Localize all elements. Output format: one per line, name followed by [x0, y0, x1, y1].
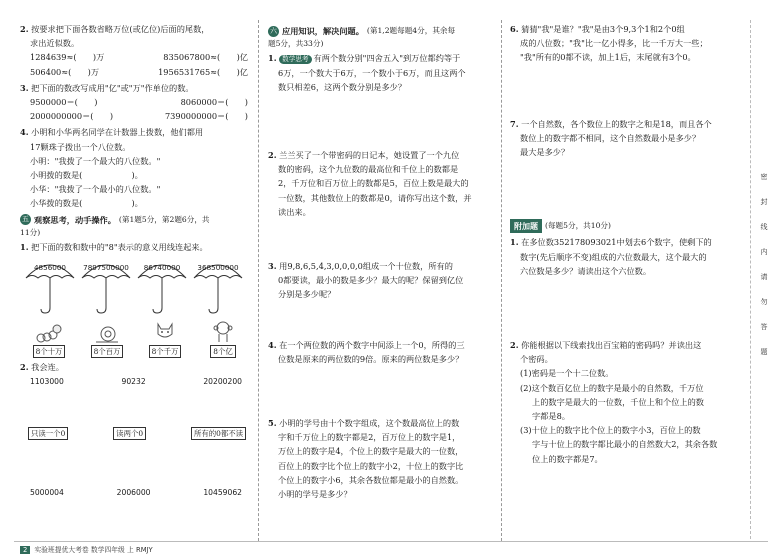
app-question-3: 3. 用9,8,6,5,4,3,0,0,0,0组成一个十位数，所有的 0都要读，最小的数是多少？最大的呢？保留到亿位 分别是多少呢？	[268, 261, 464, 300]
question-5-1: 1. 把下面的数和数中的"8"表示的意义用线连起来。 4856000 7897500000 86740000 368500000 8个十万 8个百万 8个千万 8个亿	[20, 240, 248, 358]
q3-row-2	[20, 109, 248, 123]
blank-field[interactable]: 835067800≈( )亿	[163, 52, 248, 63]
q3-row-1	[20, 95, 248, 109]
app-question-6: 6. 猜猜"我"是谁？"我"是由3个9,3个1和2个0组 成的八位数；"我"比一亿小得多，比一千万大一些； "我"所有的0都不读，加上1后，末尾就有3个0。	[510, 24, 708, 63]
blank-field[interactable]: 小明拨的数是( )。	[30, 170, 143, 181]
umbrella-row	[24, 258, 244, 316]
snail-icon	[94, 322, 120, 344]
animal-row	[28, 320, 244, 358]
seal-line-text: 密 封 线 内 请 勿 答 题	[760, 173, 768, 356]
extra-section-header: 附加题 (每题5分，共10分)	[510, 219, 742, 233]
tag-badge: 数学思考	[279, 55, 311, 64]
section-5-header: 五 观察思考，动手操作。 (第1题5分，第2题6分，共	[22, 214, 210, 225]
number-item[interactable]: 1103000	[30, 376, 64, 386]
umbrella[interactable]: 86740000	[136, 258, 188, 316]
rule-box[interactable]: 读两个0	[113, 427, 146, 440]
caterpillar-icon	[36, 322, 62, 344]
column-2: 六 应用知识，解决问题。 (第1,2题每题4分，其余每 题5分，共33分) 1. 数学思考 有两个数分别"四舍五入"到万位都约等于 6万，一个数大于6万，一个数小于6万，而且这两个 数只相差6，这两个数分别是多少？ 2. 兰兰买了一个带密码的日记本，她设置了一个九位 数的密码，这个九位数的最高位和千位上的数都是 2，千万位和百万位上的数都是5，百位上数是最大的 一位数，其他数位上的数都是0，请你写出这个数，并 读出来。 3. 用9,8,6,5,4,3,0,0,0,0组成一个十位数，所有的 0都要读，最小的数是多少？最大的呢？保留到亿位 分别是多少呢？ 4. 在一个两位数的两个数字中间添上一个0，所得的三 位数是原来的两位数的9倍。原来的两位数是多少？ 5. 小明的学号由十个数字组成，这个数最高位上的数 字和千万位上的数字都是2，百万位上的数字是1， 万位上的数字是4，个位上的数字是最大的一位数， 百位上的数字比个位上的数字小2，十位上的数字比 个位上的数字小6，其余各数位都是最小的自然数。 小明的学号是多少？	[268, 22, 494, 503]
animal-card[interactable]: 8个百万	[86, 320, 128, 358]
animal-card[interactable]: 8个亿	[202, 320, 244, 358]
blank-field[interactable]: 1284639≈( )万	[30, 52, 105, 63]
extra-badge: 附加题	[510, 219, 542, 233]
footer	[20, 544, 153, 554]
number-item[interactable]: 5000004	[30, 487, 64, 497]
number-item[interactable]: 10459062	[203, 487, 242, 497]
bottom-numbers	[20, 486, 248, 500]
app-question-7: 7. 一个自然数，各个数位上的数字之和是18，而且各个 数位上的数字都不相同，这个自然数最小是多少？ 最大是多少？	[510, 118, 712, 158]
blank-field[interactable]: 小华拨的数是( )。	[30, 198, 143, 209]
column-divider	[258, 20, 259, 541]
app-question-4: 4. 在一个两位数的两个数字中间添上一个0，所得的三 位数是原来的两位数的9倍。原来的两位数是多少？	[268, 339, 465, 364]
question-3: 3. 把下面的数改写成用"亿"或"万"作单位的数。 9500000＝( ) 8060000＝( ) 2000000000＝( ) 7390000000＝( )	[20, 81, 248, 124]
extra-question-2: 2. 你能根据以下线索找出百宝箱的密码吗？并读出这 个密码。 (1)密码是一个十二位数。 (2)这个数百亿位上的数字是最小的自然数，千万位 上的数字是最大的一位数，千位上和个位上的数 字都是8。 (3)十位上的数字比个位上的数字小3，百位上的数 字与十位上的数字都比最小的自然数大2，其余各数 位上的数字都是7。	[510, 340, 718, 464]
animal-card[interactable]: 8个千万	[144, 320, 186, 358]
app-question-5: 5. 小明的学号由十个数字组成，这个数最高位上的数 字和千万位上的数字都是2，百万位上的数字是1， 万位上的数字是4，个位上的数字是最大的一位数， 百位上的数字比个位上的数字小2，十位上的数字比 个位上的数字小6，其余各数位都是最小的自然数。 小明的学号是多少？	[268, 418, 464, 500]
app-question-2: 2. 兰兰买了一个带密码的日记本，她设置了一个九位 数的密码，这个九位数的最高位和千位上的数都是 2，千万位和百万位上的数都是5，百位上数是最大的 一位数，其他数位上的数都是0，请你写出这个数，并 读出来。	[268, 150, 472, 217]
blank-field[interactable]: 506400≈( )万	[30, 66, 100, 77]
page-number: 2	[20, 546, 30, 554]
cat-icon	[152, 320, 178, 344]
column-3	[510, 22, 742, 468]
number-item[interactable]: 20200200	[203, 376, 242, 386]
umbrella[interactable]: 368500000	[192, 258, 244, 316]
blank-field[interactable]: 8060000＝( )	[180, 97, 248, 108]
blank-field[interactable]: 2000000000＝( )	[30, 111, 114, 122]
section-6-header: 六 应用知识，解决问题。 (第1,2题每题4分，其余每	[270, 26, 456, 36]
top-numbers	[20, 375, 248, 389]
extra-question-1: 1. 在多位数352178093021中划去6个数字，使剩下的 数字(先后顺序不变)组成的六位数最大，这个最大的 六位数是多少？请读出这个六位数。	[510, 237, 712, 276]
q2-row-1	[20, 50, 248, 64]
seal-line	[750, 20, 751, 539]
footer-text: 实验班提优大考卷 数学四年级 上 RMJY	[34, 546, 153, 554]
column-1: 2. 按要求把下面各数省略万位(或亿位)后面的尾数， 求出近似数。 1284639≈( )万 835067800≈( )亿 506400≈( )万 1956531765≈( )亿 3. 把下面的数改写成用"亿"或"万"作单位的数。 9500000＝( ) 8060000＝( ) 2000000000＝( ) 7390000000＝( ) 4. 小明和小华两名同学在计数器上拨数，他们都用 17颗珠子拨出一个八位数。 小明："我拨了一个最大的八位数。" 小明拨的数是( )。 小华："我拨了一个最小的八位数。" 小华拨的数是( )。 五 观察思考，动手操作。 (第1题5分，第2题6分，共 11分) 1. 把下面的数和数中的"8"表示的意义用线连起来。 4856000 7897500000 86740000 368500000 8个十万 8个百万 8个千万 8个亿 2. 我会连。 1103000 90232 20200200 只读一个0 读两个0 所有的0都不读 5000004 2006000 10459062	[20, 22, 248, 502]
question-4: 4. 小明和小华两名同学在计数器上拨数，他们都用 17颗珠子拨出一个八位数。 小明："我拨了一个最大的八位数。" 小明拨的数是( )。 小华："我拨了一个最小的八位数。" 小华拨的数是( )。	[20, 125, 248, 210]
animal-card[interactable]: 8个十万	[28, 320, 70, 358]
section-badge: 六	[270, 26, 277, 35]
monkey-icon	[210, 320, 236, 344]
number-item[interactable]: 90232	[121, 376, 146, 386]
question-5-2: 2. 我会连。 1103000 90232 20200200 只读一个0 读两个0 所有的0都不读 5000004 2006000 10459062	[20, 360, 248, 500]
number-item[interactable]: 2006000	[116, 487, 151, 497]
umbrella[interactable]: 4856000	[24, 258, 76, 316]
app-question-1: 1. 数学思考 有两个数分别"四舍五入"到万位都约等于 6万，一个数大于6万，一个数小于6万，而且这两个 数只相差6，这两个数分别是多少？	[268, 53, 466, 92]
column-divider	[501, 20, 502, 541]
umbrella[interactable]: 7897500000	[80, 258, 132, 316]
blank-field[interactable]: 7390000000＝( )	[164, 111, 248, 122]
rule-box[interactable]: 只读一个0	[28, 427, 68, 440]
blank-field[interactable]: 9500000＝( )	[30, 97, 98, 108]
rule-box[interactable]: 所有的0都不读	[191, 427, 246, 440]
footer-rule	[14, 541, 768, 542]
section-badge: 五	[22, 215, 29, 224]
q2-row-2	[20, 65, 248, 79]
blank-field[interactable]: 1956531765≈( )亿	[158, 66, 248, 77]
question-2: 2. 按要求把下面各数省略万位(或亿位)后面的尾数， 求出近似数。 1284639≈( )万 835067800≈( )亿 506400≈( )万 1956531765≈( )亿	[20, 22, 248, 79]
reading-rule-boxes	[20, 427, 248, 440]
